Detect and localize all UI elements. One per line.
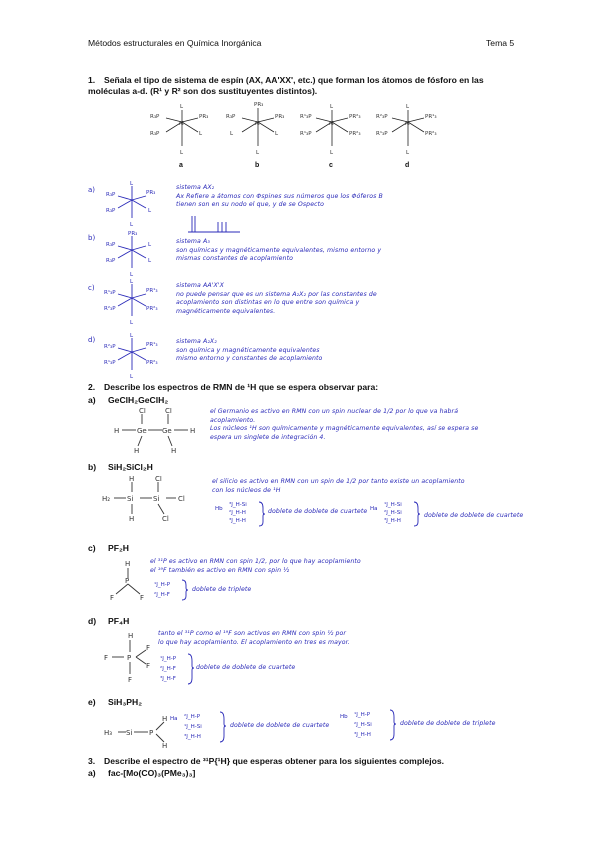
answer-a-line: sistema AX₂ [176, 184, 215, 191]
q2-item-b [88, 462, 153, 472]
svg-text:L: L [130, 222, 134, 228]
svg-text:Cl: Cl [139, 408, 146, 415]
svg-text:L: L [130, 333, 134, 339]
svg-text:³J_H-Si: ³J_H-Si [229, 502, 247, 508]
answer-b-line: son químicas y magnéticamente equivalentes, mismo entorno y [176, 246, 382, 254]
item-formula: fac-[Mo(CO)₃(PMe₃)₃] [108, 768, 196, 778]
svg-text:Cl: Cl [178, 495, 185, 503]
answer-d [176, 338, 506, 364]
svg-text:PR₃: PR₃ [146, 190, 156, 196]
svg-text:F: F [146, 662, 151, 670]
item-label: e) [88, 697, 96, 707]
svg-text:M: M [179, 121, 184, 127]
svg-text:Cl: Cl [155, 476, 162, 483]
svg-text:d): d) [88, 336, 96, 344]
note-line: lo que hay acoplamiento. El acoplamiento en tres es mayor. [158, 638, 350, 646]
svg-text:L: L [256, 150, 260, 156]
handwritten-structure-a [88, 180, 168, 230]
answer-c-line: no puede pensar que es un sistema A₂X₂ por las constantes de [176, 290, 377, 298]
svg-text:R²₃P: R²₃P [104, 344, 116, 350]
svg-text:L: L [330, 150, 334, 156]
svg-text:c): c) [88, 284, 95, 292]
svg-text:PR₃: PR₃ [254, 102, 264, 108]
svg-text:L: L [406, 104, 410, 110]
answer-c-line: magnéticamente equivalentes. [176, 307, 276, 315]
svg-text:R¹₃P: R¹₃P [300, 131, 312, 137]
svg-text:L: L [230, 131, 234, 137]
svg-text:Si: Si [126, 729, 133, 737]
svg-text:L: L [148, 242, 152, 248]
svg-text:Ha: Ha [170, 716, 178, 722]
coupling-bracket-2c [150, 578, 190, 602]
item-formula: SiH₂SiCl₂H [108, 462, 153, 472]
note-line: con los núcleos de ¹H [212, 486, 281, 494]
multiplet-2e-left: doblete de doblete de cuartete [230, 722, 330, 729]
answer-c [176, 282, 506, 316]
svg-text:F: F [140, 594, 145, 602]
item-formula: GeClH₂GeClH₂ [108, 395, 169, 405]
svg-text:Ha: Ha [370, 506, 378, 512]
structure-GeClH2GeClH2 [108, 408, 208, 458]
structure-PF4H [100, 630, 160, 690]
item-label: a) [88, 768, 96, 778]
svg-text:P: P [149, 729, 154, 737]
q2-item-e [88, 697, 142, 707]
svg-text:R¹₃P: R¹₃P [104, 290, 116, 296]
svg-text:L: L [148, 208, 152, 214]
svg-text:Hb: Hb [340, 714, 348, 720]
structure-label-a: a [179, 162, 183, 169]
svg-text:M: M [329, 121, 334, 127]
question-3 [88, 756, 444, 767]
svg-text:R¹₃P: R¹₃P [376, 131, 388, 137]
svg-text:P: P [127, 654, 132, 662]
svg-text:³J_H-H: ³J_H-H [354, 732, 371, 738]
note-line: tanto el ³¹P como el ¹⁹F son activos en RMN con spin ½ por [158, 630, 347, 637]
note-line: Los núcleos ¹H son químicamente y magnéticamente equivalentes, así se espera se [210, 425, 479, 432]
svg-text:H: H [190, 427, 196, 435]
svg-text:R¹₃P: R¹₃P [300, 114, 312, 120]
svg-text:PR¹₃: PR¹₃ [146, 288, 158, 294]
multiplet-2d: doblete de doblete de cuartete [196, 664, 296, 671]
svg-text:L: L [199, 131, 203, 137]
svg-text:H: H [129, 476, 135, 483]
svg-text:²J_H-Si: ²J_H-Si [354, 722, 372, 728]
multiplet-2b-left: doblete de doblete de cuartete [268, 508, 368, 515]
svg-text:L: L [130, 374, 134, 380]
svg-text:L: L [180, 104, 184, 110]
note-line: espera un singlete de integración 4. [210, 433, 326, 441]
svg-text:R₃P: R₃P [106, 192, 116, 198]
svg-text:²J_H-P: ²J_H-P [184, 714, 201, 720]
svg-text:H₂: H₂ [102, 495, 111, 503]
question-number: 2. [88, 382, 96, 392]
svg-text:³J_H-H: ³J_H-H [229, 518, 246, 524]
structure-label-c: c [329, 162, 333, 169]
svg-text:L: L [130, 279, 134, 285]
svg-text:R₃P: R₃P [226, 114, 236, 120]
svg-text:R²₃P: R²₃P [104, 306, 116, 312]
coupling-bracket-2e-right [340, 708, 400, 742]
svg-text:R¹₃P: R¹₃P [104, 360, 116, 366]
note-line: el silicio es activo en RMN con un spin de 1/2 por tanto existe un acoplamiento [212, 478, 465, 485]
item-label: c) [88, 543, 96, 553]
svg-text:Hb: Hb [215, 506, 223, 512]
svg-text:²J_H-F: ²J_H-F [154, 592, 170, 598]
multiplet-2c: doblete de triplete [192, 586, 252, 593]
answer-a-line: Ax Refiere a átomos con Φspines sus números que los Φóferos B [176, 192, 383, 200]
question-text: Señala el tipo de sistema de espín (AX, AA'XX', etc.) que forman los átomos de fósforo en las moléculas a-d. (R¹ y R² son dos sustituyentes distintos). [88, 75, 484, 96]
svg-text:PR₃: PR₃ [199, 114, 209, 120]
header-course-title: Métodos estructurales en Química Inorgánica [88, 38, 262, 48]
question-text: Describe el espectro de ³¹P{¹H} que esperas obtener para los siguientes complejos. [104, 756, 445, 766]
answer-b [176, 238, 506, 264]
svg-text:R₃P: R₃P [150, 114, 160, 120]
q2-item-d [88, 616, 129, 626]
svg-text:H₃: H₃ [104, 729, 113, 737]
svg-text:H: H [128, 632, 134, 640]
svg-text:Si: Si [127, 495, 134, 503]
answer-b-line: mismas constantes de acoplamiento [176, 255, 293, 262]
answer-d-line: mismo entorno y constantes de acoplamiento [176, 355, 323, 362]
svg-text:PR²₃: PR²₃ [425, 131, 437, 137]
svg-text:P: P [125, 577, 130, 585]
svg-text:H: H [162, 742, 168, 750]
svg-text:F: F [104, 654, 109, 662]
svg-text:Cl: Cl [162, 515, 169, 523]
note-line: acoplamiento. [210, 416, 256, 424]
answer-d-line: son química y magnéticamente equivalentes [176, 346, 320, 354]
svg-text:H: H [129, 515, 135, 523]
svg-text:¹J_H-P: ¹J_H-P [354, 712, 371, 718]
item-label: d) [88, 616, 97, 626]
note-line: el ³¹P es activo en RMN con spin 1/2, por lo que hay acoplamiento [150, 558, 361, 565]
svg-text:PR²₃: PR²₃ [349, 131, 361, 137]
structure-SiH2SiCl2H [96, 476, 196, 526]
handwritten-structure-b [88, 228, 168, 278]
svg-text:³J_H-H: ³J_H-H [184, 734, 201, 740]
structure-SiH3PH2 [104, 712, 174, 752]
multiplet-2e-right: doblete de doblete de triplete [400, 720, 496, 727]
answer-a [176, 184, 506, 210]
item-label: b) [88, 462, 97, 472]
svg-text:L: L [180, 150, 184, 156]
svg-text:R²₃P: R²₃P [376, 114, 388, 120]
question-number: 3. [88, 756, 96, 766]
svg-text:F: F [146, 644, 151, 652]
coupling-bracket-2e-left [170, 710, 230, 744]
item-label: a) [88, 395, 96, 405]
item-formula: PF₄H [108, 616, 130, 626]
question-number: 1. [88, 75, 96, 85]
svg-text:R₃P: R₃P [106, 208, 116, 214]
svg-text:L: L [330, 104, 334, 110]
svg-text:¹J_H-Si: ¹J_H-Si [184, 724, 202, 730]
svg-text:H: H [162, 715, 168, 723]
svg-text:PR²₃: PR²₃ [146, 306, 158, 312]
svg-text:L: L [275, 131, 279, 137]
svg-text:L: L [130, 272, 134, 278]
spectrum-sketch-a [184, 212, 244, 236]
svg-text:²J_H-H: ²J_H-H [229, 510, 246, 516]
svg-text:²J_H-F: ²J_H-F [160, 666, 176, 672]
notes-2c [150, 558, 510, 575]
question-text: Describe los espectros de RMN de ¹H que se espera observar para: [104, 382, 379, 392]
question-2 [88, 382, 378, 393]
structure-label-d: d [405, 162, 410, 169]
svg-text:³J_H-F: ³J_H-F [160, 676, 176, 682]
svg-text:F: F [110, 594, 115, 602]
svg-text:PR²₃: PR²₃ [146, 360, 158, 366]
q1-structure-figure [150, 100, 450, 170]
item-formula: PF₂H [108, 543, 130, 553]
svg-text:L: L [130, 320, 134, 326]
notes-2b [212, 478, 522, 495]
svg-text:PR²₃: PR²₃ [349, 114, 361, 120]
coupling-bracket-2b-right [370, 500, 420, 530]
answer-c-line: acoplamiento son distintas en lo que entre son química y [176, 299, 360, 306]
svg-text:b): b) [88, 234, 96, 242]
note-line: el Germanio es activo en RMN con un spin nuclear de 1/2 por lo que va habrá [210, 408, 459, 415]
notes-2d [158, 630, 508, 647]
svg-text:F: F [128, 676, 133, 684]
svg-text:PR¹₃: PR¹₃ [146, 342, 158, 348]
svg-text:PR₃: PR₃ [275, 114, 285, 120]
multiplet-2b-right: doblete de doblete de cuartete [424, 512, 524, 519]
answer-d-line: sistema A₂X₂ [176, 338, 217, 345]
svg-text:R₃P: R₃P [106, 242, 116, 248]
svg-text:Ge: Ge [137, 427, 147, 435]
svg-text:H: H [134, 447, 140, 455]
q3-item-a [88, 768, 195, 778]
svg-text:L: L [148, 258, 152, 264]
note-line: el ¹⁹F también es activo en RMN con spin ½ [150, 566, 290, 574]
header-topic: Tema 5 [486, 38, 515, 48]
svg-text:Ge: Ge [162, 427, 172, 435]
answer-c-line: sistema AA'X'X [176, 282, 224, 289]
q2-item-c [88, 543, 129, 553]
svg-text:a): a) [88, 186, 96, 194]
handwritten-structure-d [88, 330, 168, 380]
q2-item-a [88, 395, 168, 405]
coupling-bracket-2b-left [215, 500, 265, 530]
svg-text:¹J_H-P: ¹J_H-P [154, 582, 171, 588]
svg-text:PR¹₃: PR¹₃ [425, 114, 437, 120]
svg-text:L: L [130, 181, 134, 187]
svg-text:Si: Si [153, 495, 160, 503]
svg-text:R₃P: R₃P [106, 258, 116, 264]
svg-text:M: M [405, 121, 410, 127]
svg-text:PR₃: PR₃ [128, 231, 138, 237]
notes-2a [210, 408, 520, 442]
svg-text:H: H [125, 560, 131, 568]
svg-text:H: H [114, 427, 120, 435]
handwritten-structure-c [88, 278, 168, 328]
structure-label-b: b [255, 162, 260, 169]
svg-text:Cl: Cl [165, 408, 172, 415]
svg-text:²J_H-Si: ²J_H-Si [384, 510, 402, 516]
svg-text:H: H [171, 447, 177, 455]
svg-text:³J_H-H: ³J_H-H [384, 518, 401, 524]
svg-text:R₃P: R₃P [150, 131, 160, 137]
svg-text:M: M [255, 121, 260, 127]
item-formula: SiH₃PH₂ [108, 697, 143, 707]
coupling-bracket-2d [156, 652, 196, 686]
svg-text:L: L [406, 150, 410, 156]
question-1 [88, 75, 518, 97]
svg-text:¹J_H-Si: ¹J_H-Si [384, 502, 402, 508]
answer-a-line: tienen son en su nodo el que, y de se Ospecto [176, 201, 325, 208]
svg-text:¹J_H-P: ¹J_H-P [160, 656, 177, 662]
answer-b-line: sistema A₃ [176, 238, 210, 245]
